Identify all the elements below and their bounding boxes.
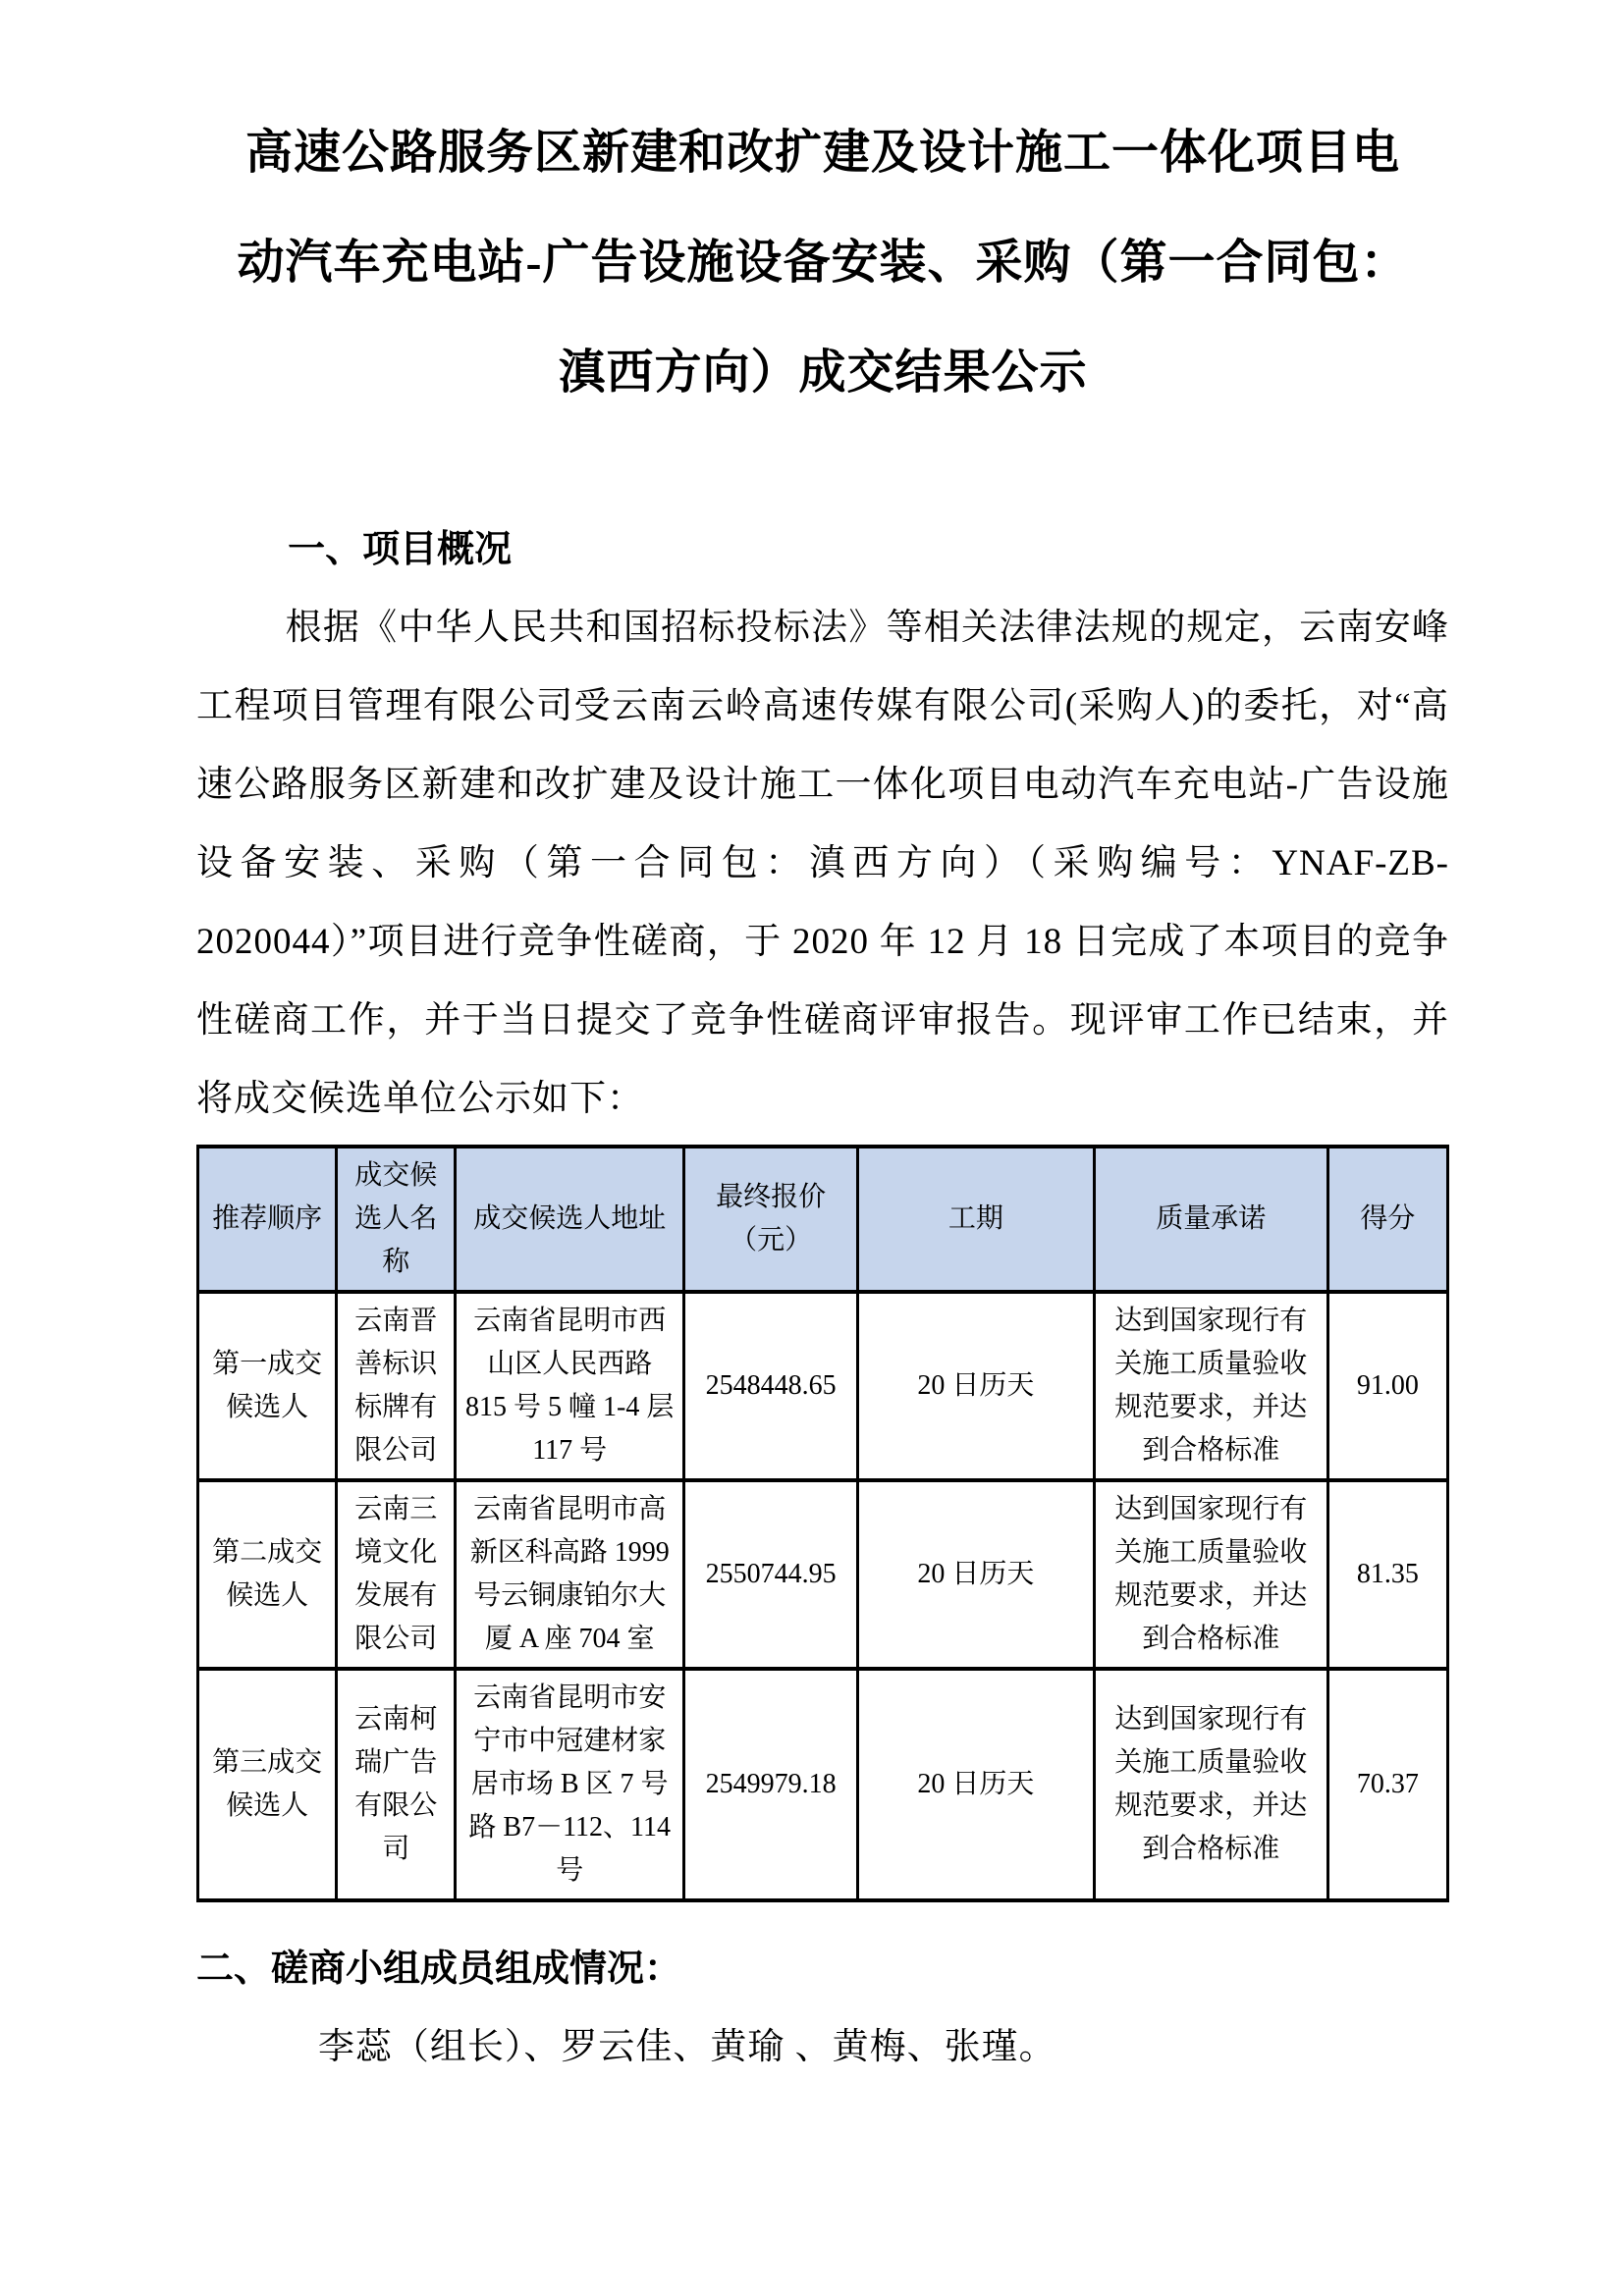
table-row <box>198 1292 1448 1480</box>
cell-score: 70.37 <box>1327 1669 1447 1900</box>
document-title: 高速公路服务区新建和改扩建及设计施工一体化项目电动汽车充电站-广告设施设备安装、采购（第一合同包：滇西方向）成交结果公示 <box>237 127 1409 399</box>
cell-rank: 第二成交候选人 <box>198 1480 337 1669</box>
cell-rank: 第三成交候选人 <box>198 1669 337 1900</box>
table-row <box>198 1669 1448 1900</box>
cell-quality: 达到国家现行有关施工质量验收规范要求，并达到合格标准 <box>1094 1669 1327 1900</box>
cell-duration: 20 日历天 <box>858 1669 1095 1900</box>
cell-address: 云南省昆明市高新区科高路 1999 号云铜康铂尔大厦 A 座 704 室 <box>456 1480 684 1669</box>
col-header-address: 成交候选人地址 <box>456 1147 684 1292</box>
cell-price: 2550744.95 <box>684 1480 858 1669</box>
table-header-row <box>198 1147 1448 1292</box>
cell-name: 云南柯瑞广告有限公司 <box>337 1669 456 1900</box>
cell-quality: 达到国家现行有关施工质量验收规范要求，并达到合格标准 <box>1094 1480 1327 1669</box>
col-header-score: 得分 <box>1327 1147 1447 1292</box>
cell-score: 81.35 <box>1327 1480 1447 1669</box>
col-header-price: 最终报价（元） <box>684 1147 858 1292</box>
cell-price: 2548448.65 <box>684 1292 858 1480</box>
cell-quality: 达到国家现行有关施工质量验收规范要求，并达到合格标准 <box>1094 1292 1327 1480</box>
award-candidates-table <box>196 1145 1449 1902</box>
col-header-quality: 质量承诺 <box>1094 1147 1327 1292</box>
cell-duration: 20 日历天 <box>858 1480 1095 1669</box>
table-row <box>198 1480 1448 1669</box>
section1-paragraph: 根据《中华人民共和国招标投标法》等相关法律法规的规定，云南安峰工程项目管理有限公司受云南云岭高速传媒有限公司(采购人)的委托，对“高速公路服务区新建和改扩建及设计施工一体化项目电动汽车充电站-广告设施设备安装、采购（第一合同包：滇西方向）（采购编号：YNAF-ZB-2020044）”项目进行竞争性磋商，于 2020 年 12 月 18 日完成了本项目的竞争性磋商工作，并于当日提交了竞争性磋商评审报告。现评审工作已结束，并将成交候选单位公示如下： <box>196 608 1449 1119</box>
cell-name: 云南三境文化发展有限公司 <box>337 1480 456 1669</box>
section1-heading: 一、项目概况 <box>288 529 513 570</box>
section2-paragraph: 李蕊（组长）、罗云佳、黄瑜 、黄梅、张瑾。 <box>317 2027 1056 2067</box>
cell-address: 云南省昆明市西山区人民西路 815 号 5 幢 1-4 层 117 号 <box>456 1292 684 1480</box>
section2-heading: 二、磋商小组成员组成情况： <box>196 1949 682 1990</box>
cell-name: 云南晋善标识标牌有限公司 <box>337 1292 456 1480</box>
cell-address: 云南省昆明市安宁市中冠建材家居市场 B 区 7 号路 B7－112、114 号 <box>456 1669 684 1900</box>
cell-duration: 20 日历天 <box>858 1292 1095 1480</box>
cell-price: 2549979.18 <box>684 1669 858 1900</box>
col-header-name: 成交候选人名称 <box>337 1147 456 1292</box>
cell-score: 91.00 <box>1327 1292 1447 1480</box>
col-header-rank: 推荐顺序 <box>198 1147 337 1292</box>
cell-rank: 第一成交候选人 <box>198 1292 337 1480</box>
col-header-duration: 工期 <box>858 1147 1095 1292</box>
